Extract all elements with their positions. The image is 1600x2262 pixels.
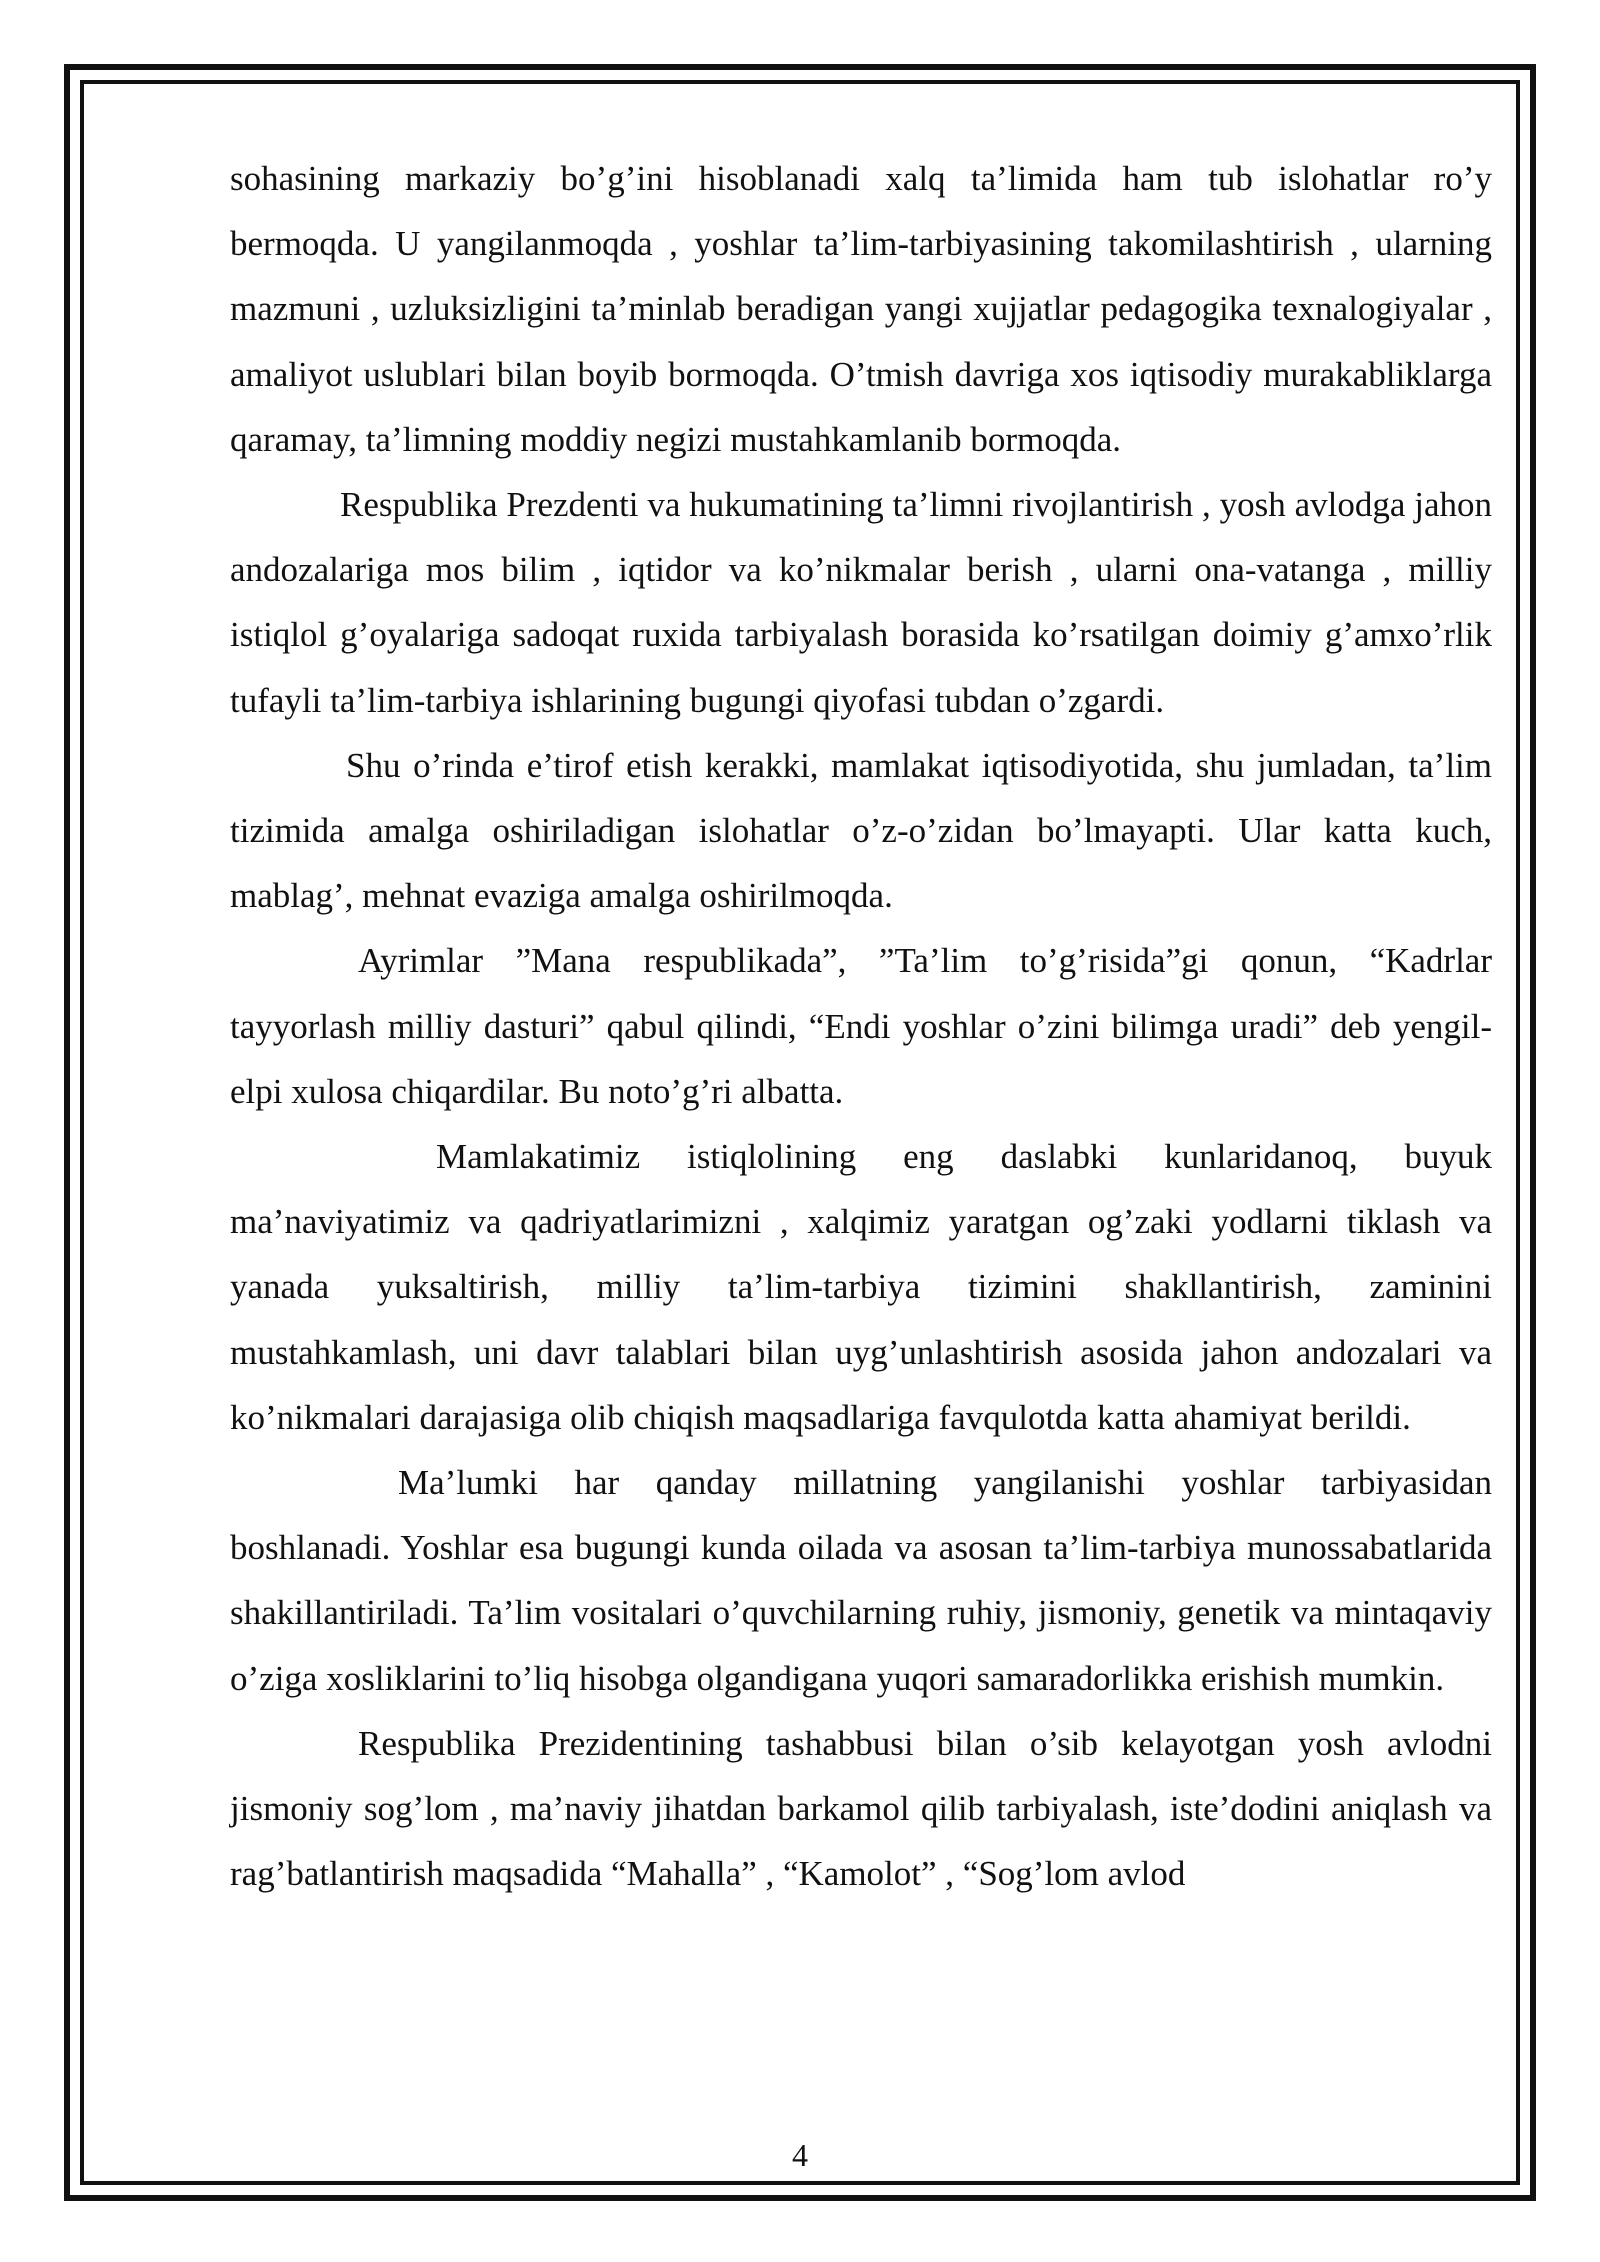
document-body [230, 146, 1492, 1906]
page-number: 4 [792, 2137, 808, 2173]
paragraph: Respublika Prezdenti va hukumatining ta’limni rivojlantirish , yosh avlodga jahon andozalariga mos bilim , iqtidor va ko’nikmalar berish , ularni ona-vatanga , milliy istiqlol g’oyalariga sadoqat ruxida tarbiyalash borasida ko’rsatilgan doimiy g’amxo’rlik tufayli ta’lim-tarbiya ishlarining bugungi qiyofasi tubdan o’zgardi. [230, 485, 1492, 720]
paragraph: Respublika Prezidentining tashabbusi bilan o’sib kelayotgan yosh avlodni jismoniy sog’lom , ma’naviy jihatdan barkamol qilib tarbiyalash, iste’dodini aniqlash va rag’batlantirish maqsadida “Mahalla” , “Kamolot” , “Sog’lom avlod [230, 1723, 1492, 1894]
paragraph: Ma’lumki har qanday millatning yangilanishi yoshlar tarbiyasidan boshlanadi. Yoshlar esa bugungi kunda oilada va asosan ta’lim-tarbiya munossabatlarida shakillantiriladi. Ta’lim vositalari o’quvchilarning ruhiy, jismoniy, genetik va mintaqaviy o’ziga xosliklarini to’liq hisobga olgandigana yuqori samaradorlikka erishish mumkin. [230, 1463, 1492, 1698]
paragraph: sohasining markaziy bo’g’ini hisoblanadi xalq ta’limida ham tub islohatlar ro’y bermoqda. U yangilanmoqda , yoshlar ta’lim-tarbiyasining takomilashtirish , ularning mazmuni , uzluksizligini ta’minlab beradigan yangi xujjatlar pedagogika texnalogiyalar , amaliyot uslublari bilan boyib bormoqda. O’tmish davriga xos iqtisodiy murakabliklarga qaramay, ta’limning moddiy negizi mustahkamlanib bormoqda. [230, 159, 1492, 459]
paragraph: Ayrimlar ”Mana respublikada”, ”Ta’lim to’g’risida”gi qonun, “Kadrlar tayyorlash milliy dasturi” qabul qilindi, “Endi yoshlar o’zini bilimga uradi” deb yengil-elpi xulosa chiqardilar. Bu noto’g’ri albatta. [230, 941, 1492, 1111]
paragraph: Shu o’rinda e’tirof etish kerakki, mamlakat iqtisodiyotida, shu jumladan, ta’lim tizimida amalga oshiriladigan islohatlar o’z-o’zidan bo’lmayapti. Ular katta kuch, mablag’, mehnat evaziga amalga oshirilmoqda. [230, 745, 1492, 916]
paragraph: Mamlakatimiz istiqlolining eng daslabki kunlaridanoq, buyuk ma’naviyatimiz va qadriyatlarimizni , xalqimiz yaratgan og’zaki yodlarni tiklash va yanada yuksaltirish, milliy ta’lim-tarbiya tizimini shakllantirish, zaminini mustahkamlash, uni davr talablari bilan uyg’unlashtirish asosida jahon andozalari va ko’nikmalari darajasiga olib chiqish maqsadlariga favqulotda katta ahamiyat berildi. [230, 1137, 1492, 1437]
